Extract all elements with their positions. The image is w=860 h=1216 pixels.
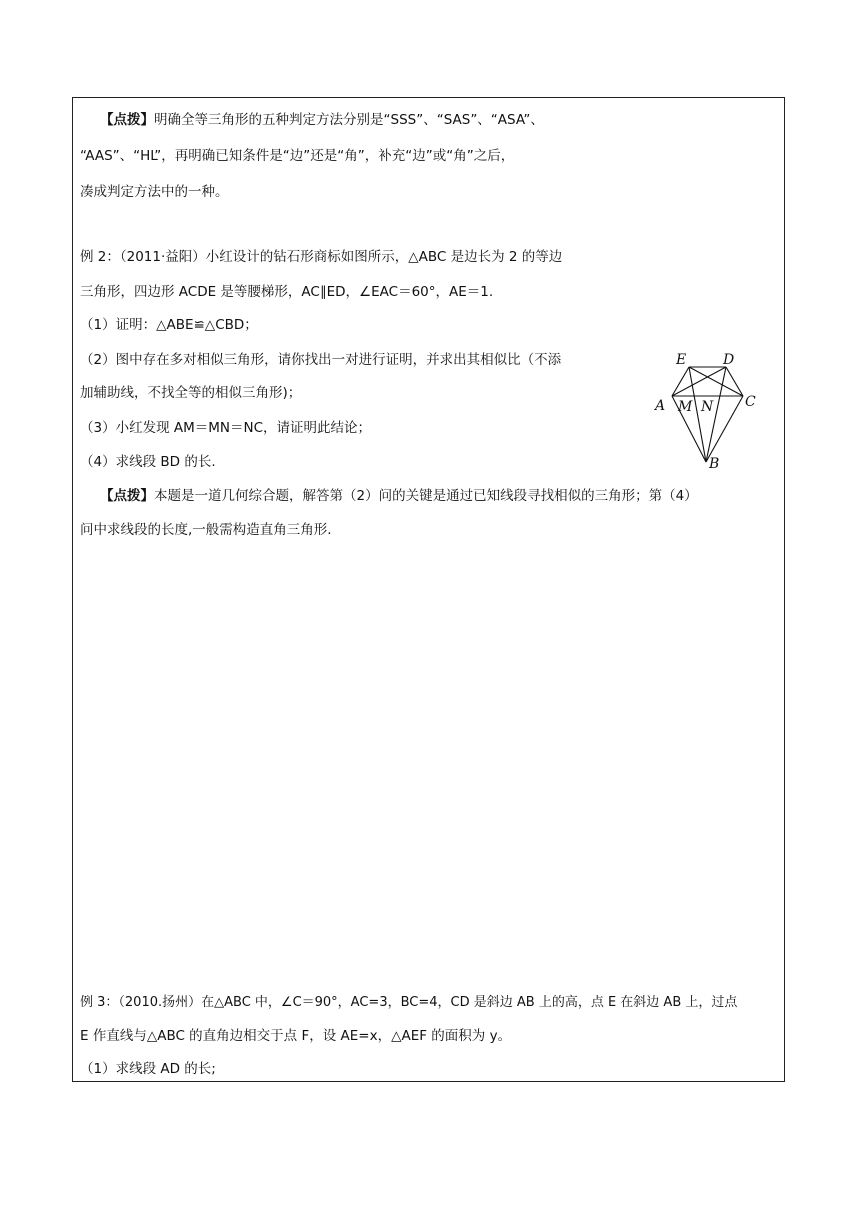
label-d: D	[723, 352, 735, 368]
example3-line2: E 作直线与△ABC 的直角边相交于点 F，设 AE=x，△AEF 的面积为 y。	[80, 1028, 512, 1044]
hint2-line2: 问中求线段的长度,一般需构造直角三角形.	[80, 522, 332, 538]
hint2-tag: 【点拨】	[100, 488, 154, 504]
hint1-line3: 凑成判定方法中的一种。	[80, 184, 229, 200]
example3-line1: 例 3：（2010.扬州）在△ABC 中，∠C＝90°，AC=3，BC=4，CD 是斜边 AB 上的高，点 E 在斜边 AB 上，过点	[80, 995, 738, 1010]
label-c: C	[745, 394, 756, 410]
example3-question1: （1）求线段 AD 的长;	[80, 1061, 216, 1077]
hint2-text1: 本题是一道几何综合题，解答第（2）问的关键是通过已知线段寻找相似的三角形；第（4）	[154, 488, 698, 504]
example2-line1: 例 2：（2011·益阳）小红设计的钻石形商标如图所示，△ABC 是边长为 2 的等边	[80, 249, 563, 265]
example2-question1: （1）证明：△ABE≌△CBD；	[80, 317, 258, 333]
content-frame	[72, 97, 785, 1082]
label-b: B	[709, 456, 720, 470]
label-n: N	[701, 399, 714, 415]
example2-question2-line1: （2）图中存在多对相似三角形，请你找出一对进行证明，并求出其相似比（不添	[80, 352, 562, 368]
hint1-tag: 【点拨】	[100, 112, 154, 128]
label-m: M	[678, 399, 693, 415]
hint1-text1: 明确全等三角形的五种判定方法分别是“SSS”、“SAS”、“ASA”、	[154, 112, 544, 128]
example2-line2: 三角形，四边形 ACDE 是等腰梯形，AC∥ED，∠EAC＝60°，AE＝1.	[80, 284, 494, 300]
example2-question2-line2: 加辅助线，不找全等的相似三角形)；	[80, 385, 302, 401]
diamond-figure	[648, 348, 764, 470]
hint1-line1	[100, 111, 544, 129]
label-e: E	[676, 352, 687, 368]
example2-question4: （4）求线段 BD 的长.	[80, 454, 216, 470]
example2-question3: （3）小红发现 AM＝MN＝NC，请证明此结论；	[80, 420, 372, 436]
hint1-line2: “AAS”、“HL”，再明确已知条件是“边”还是“角”，补充“边”或“角”之后，	[80, 148, 515, 164]
hint2-line1	[100, 487, 698, 505]
label-a: A	[655, 398, 666, 414]
